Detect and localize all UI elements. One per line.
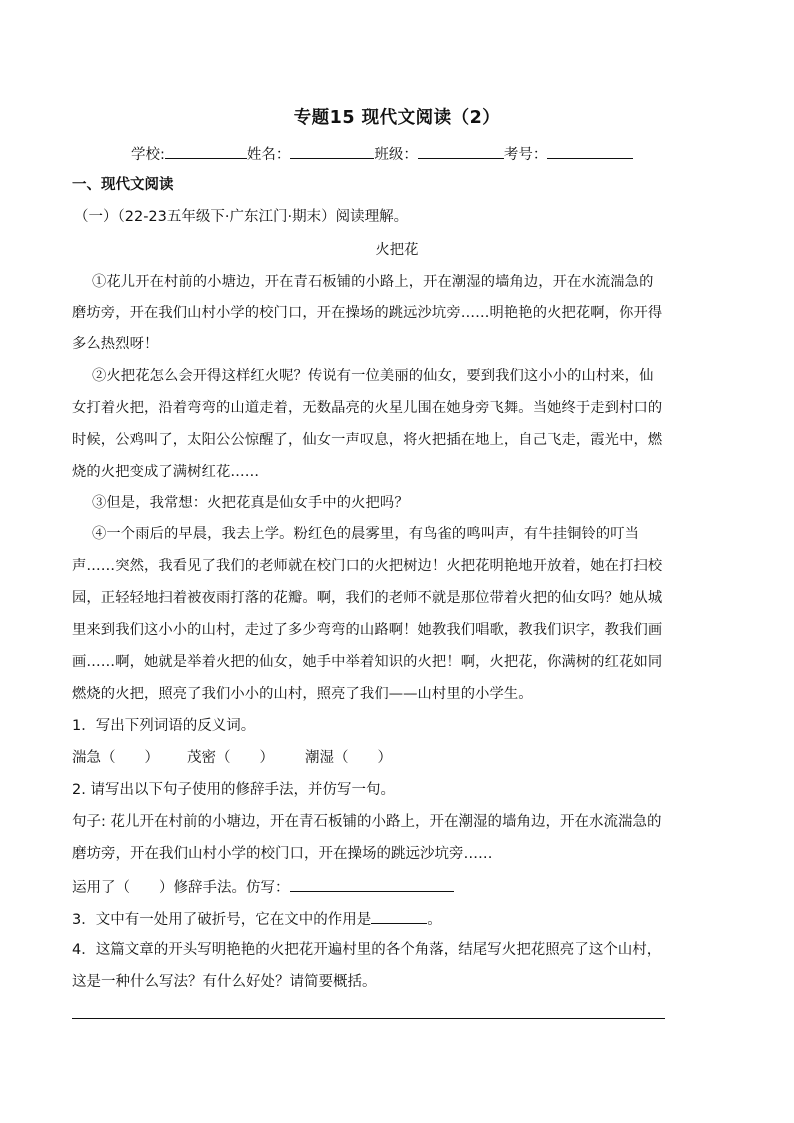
question-1-item[interactable]: 潮湿（ ）	[305, 750, 392, 766]
passage-line: 多么热烈呀！	[72, 336, 159, 352]
passage-line: 声……突然，我看见了我们的老师就在校门口的火把树边！火把花明艳地开放着，她在打扫校	[72, 558, 663, 574]
passage-line: ③但是，我常想：火把花真是仙女手中的火把吗？	[92, 495, 409, 511]
exam-number-field[interactable]	[547, 143, 633, 159]
name-field[interactable]	[290, 143, 374, 159]
imitation-answer-field[interactable]	[290, 876, 454, 892]
dash-function-answer-field[interactable]	[371, 908, 427, 924]
question-1-item[interactable]: 湍急（ ）	[72, 750, 159, 766]
student-info-row	[131, 143, 633, 165]
question-2-prompt: 2. 请写出以下句子使用的修辞手法，并仿写一句。	[72, 782, 395, 798]
class-label: 班级：	[374, 147, 418, 163]
exam-number-label: 考号：	[503, 147, 548, 163]
passage-line: 园，正轻轻地扫着被夜雨打落的花瓣。啊，我们的老师不就是那位带着火把的仙女吗？她从城	[72, 590, 663, 606]
question-2-sentence: 磨坊旁，开在我们山村小学的校门口，开在操场的跳远沙坑旁……	[72, 846, 493, 862]
page-title: 专题15 现代文阅读（2）	[293, 108, 501, 128]
passage-line: 里来到我们这小小的山村，走过了多少弯弯的山路啊！她教我们唱歌，教我们识字，教我们画	[72, 622, 663, 638]
passage-line: 烧的火把变成了满树红花……	[72, 464, 260, 480]
question-1-prompt: 1．写出下列词语的反义词。	[72, 718, 256, 734]
passage-line: ①花儿开在村前的小塘边，开在青石板铺的小路上，开在潮湿的墙角边，开在水流湍急的	[92, 274, 654, 290]
question-2-answer-prefix: 运用了（ ）修辞手法。仿写：	[72, 880, 290, 896]
question-3-row	[72, 908, 442, 930]
passage-title: 火把花	[375, 242, 419, 258]
answer-line[interactable]	[72, 1018, 665, 1019]
section-intro: （一）（22-23五年级下·广东江门·期末）阅读理解。	[74, 209, 409, 225]
passage-line: 燃烧的火把，照亮了我们小小的山村，照亮了我们——山村里的小学生。	[72, 686, 533, 702]
class-field[interactable]	[418, 143, 504, 159]
passage-line: 磨坊旁，开在我们山村小学的校门口，开在操场的跳远沙坑旁……明艳艳的火把花啊，你开得	[72, 305, 663, 321]
passage-line: ②火把花怎么会开得这样红火呢？传说有一位美丽的仙女，要到我们这小小的山村来，仙	[92, 368, 654, 384]
school-label: 学校:	[131, 147, 165, 163]
question-2-sentence: 句子: 花儿开在村前的小塘边，开在青石板铺的小路上，开在潮湿的墙角边，开在水流湍急的	[72, 814, 662, 830]
passage-line: 时候，公鸡叫了，太阳公公惊醒了，仙女一声叹息，将火把插在地上，自己飞走，霞光中，燃	[72, 432, 663, 448]
passage-line: ④一个雨后的早晨，我去上学。粉红色的晨雾里，有鸟雀的鸣叫声，有牛挂铜铃的叮当	[92, 526, 640, 542]
question-3-prompt: 3．文中有一处用了破折号，它在文中的作用是	[72, 912, 372, 928]
question-4-prompt: 4．这篇文章的开头写明艳艳的火把花开遍村里的各个角落，结尾写火把花照亮了这个山村，	[72, 942, 662, 958]
question-3-end: 。	[427, 912, 442, 928]
question-4-prompt: 这是一种什么写法？有什么好处？请简要概括。	[72, 974, 377, 990]
name-label: 姓名：	[246, 147, 291, 163]
question-1-item[interactable]: 茂密（ ）	[187, 750, 274, 766]
passage-line: 女打着火把，沿着弯弯的山道走着，无数晶亮的火星儿围在她身旁飞舞。当她终于走到村口的	[72, 400, 663, 416]
section-heading: 一、现代文阅读	[72, 177, 174, 193]
school-field[interactable]	[165, 143, 247, 159]
question-2-answer-row	[72, 876, 454, 898]
passage-line: 画……啊，她就是举着火把的仙女，她手中举着知识的火把！啊，火把花，你满树的红花如同	[72, 654, 663, 670]
